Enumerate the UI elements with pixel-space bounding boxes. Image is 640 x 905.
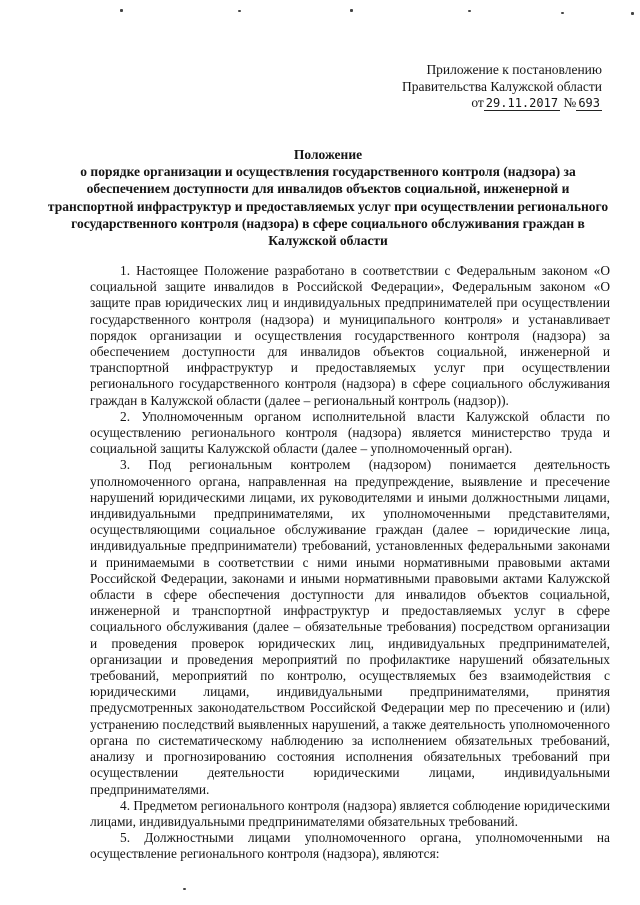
order-date: 29.11.2017 xyxy=(485,96,559,110)
title-heading: Положение xyxy=(293,147,363,162)
scan-speck xyxy=(238,10,241,12)
appendix-header xyxy=(402,62,602,112)
paragraph-3: 3. Под региональным контролем (надзором) понимается деятельность уполномоченного органа, направленная на предупреждение, выявление и пресечение нарушений юридическими лицами, их руководителями и иными должностными лицами, индивидуальными предпринимателями, их уполномоченными представителями, осуществляющими социальное обслуживание граждан (далее – юридические лица, индивидуальные предприниматели) требований, установленных федеральными законами и принимаемыми в соответствии с ними иными нормативными правовыми актами Российской Федерации, законами и иными нормативными правовыми актами Калужской области в сфере обеспечения доступности для инвалидов объектов социальной, инженерной и транспортной инфраструктур и предоставляемых услуг в сфере социального обслуживания (далее – обязательные требования) посредством организации и проведения проверок юридических лиц, индивидуальных предпринимателей, организации и проведения мероприятий по профилактике нарушений обязательных требований, мероприятий по контролю, осуществляемых без взаимодействия с юридическими лицами, индивидуальными предпринимателями, принятия предусмотренных законодательством Российской Федерации мер по пресечению и (или) устранению последствий выявленных нарушений, а также деятельность уполномоченного органа по систематическому наблюдению за исполнением обязательных требований, анализу и прогнозированию состояния исполнения обязательных требований при осуществлении деятельности юридическими лицами, индивидуальными предпринимателями. xyxy=(90,457,610,797)
scan-speck xyxy=(120,9,123,12)
scan-speck xyxy=(183,888,186,890)
order-number: 693 xyxy=(578,96,600,110)
scan-speck xyxy=(350,9,353,12)
appendix-line-2: Правительства Калужской области xyxy=(401,78,602,94)
paragraph-4: 4. Предметом регионального контроля (надзора) является соблюдение юридическими лицами, индивидуальными предпринимателями обязательных требований. xyxy=(90,797,610,829)
paragraph-1: 1. Настоящее Положение разработано в соответствии с Федеральным законом «О социальной защите инвалидов в Российской Федерации», Федеральным законом «О защите прав юридических лиц и индивидуальных предпринимателей при осуществлении государственного контроля (надзора) и муниципального контроля» и устанавливает порядок организации и осуществления государственного контроля (надзора) за обеспечением доступности для инвалидов объектов социальной, инженерной и транспортной инфраструктур и предоставляемых услуг при осуществлении регионального государственного контроля (надзора) в сфере социального обслуживания граждан в Калужской области (далее – региональный контроль (надзор)). xyxy=(90,263,610,408)
appendix-line-1: Приложение к постановлению xyxy=(426,62,602,77)
scan-speck xyxy=(468,10,471,12)
number-label: № xyxy=(563,95,577,110)
paragraph-5: 5. Должностными лицами уполномоченного органа, уполномоченными на осуществление регионального контроля (надзора), являются: xyxy=(90,830,610,862)
order-reference xyxy=(402,95,602,112)
paragraph-2: 2. Уполномоченным органом исполнительной власти Калужской области по осуществлению регионального контроля (надзора) является министерство труда и социальной защиты Калужской области (далее – уполномоченный орган). xyxy=(90,408,610,457)
scan-speck xyxy=(561,12,564,14)
document-body xyxy=(90,263,610,863)
scan-speck xyxy=(631,12,634,15)
from-label: от xyxy=(471,95,484,110)
title-subtitle: о порядке организации и осуществления государственного контроля (надзора) за обеспечением доступности для инвалидов объектов социальной, инженерной и транспортной инфраструктур и предоставляемых услуг при осуществлении регионального государственного контроля (надзора) в сфере социального обслуживания граждан в Калужской области xyxy=(47,164,609,249)
document-title xyxy=(44,146,612,249)
